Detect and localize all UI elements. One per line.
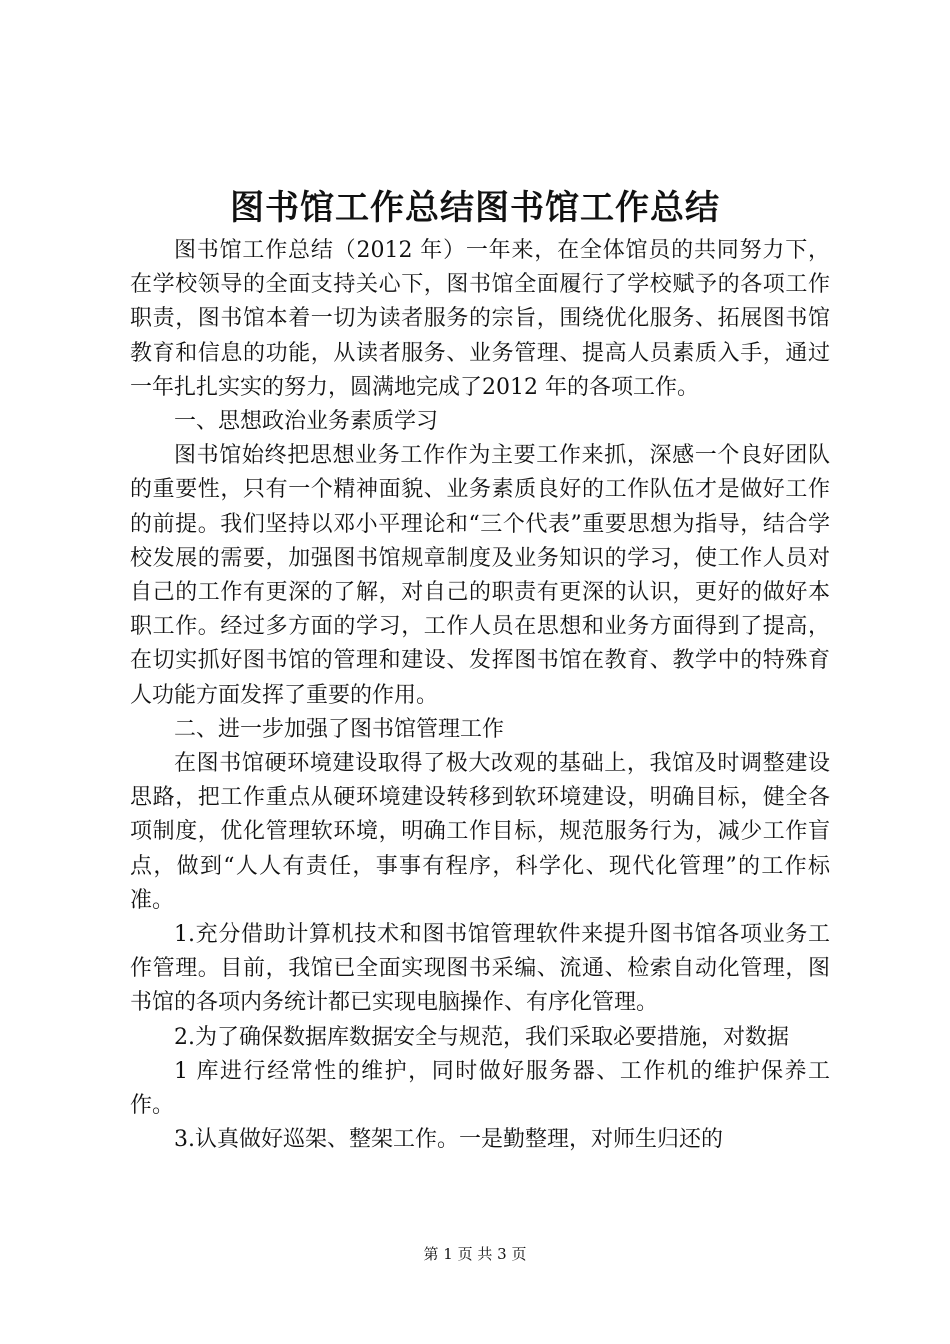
section-heading-1: 一、思想政治业务素质学习: [174, 409, 439, 435]
document-body: [130, 234, 830, 1157]
list-item-1: 1.充分借助计算机技术和图书馆管理软件来提升图书馆各项业务工作管理。目前，我馆已全面实现图书采编、流通、检索自动化管理，图书馆的各项内务统计都已实现电脑操作、有序化管理。: [130, 922, 830, 1016]
list-item-2: 2.为了确保数据库数据安全与规范，我们采取必要措施，对数据: [174, 1024, 789, 1050]
section-heading-2: 二、进一步加强了图书馆管理工作: [174, 716, 505, 742]
list-item-3: 3.认真做好巡架、整架工作。一是勤整理，对师生归还的: [174, 1127, 723, 1153]
paragraph-section-2: 在图书馆硬环境建设取得了极大改观的基础上，我馆及时调整建设思路，把工作重点从硬环境建设转移到软环境建设，明确目标，健全各项制度，优化管理软环境，明确工作目标，规范服务行为，减少工作盲点，做到“人人有责任，事事有程序，科学化、现代化管理”的工作标准。: [130, 751, 830, 913]
paragraph-section-1: 图书馆始终把思想业务工作作为主要工作来抓，深感一个良好团队的重要性，只有一个精神面貌、业务素质良好的工作队伍才是做好工作的前提。我们坚持以邓小平理论和“三个代表”重要思想为指导，结合学校发展的需要，加强图书馆规章制度及业务知识的学习，使工作人员对自己的工作有更深的了解，对自己的职责有更深的认识，更好的做好本职工作。经过多方面的学习，工作人员在思想和业务方面得到了提高，在切实抓好图书馆的管理和建设、发挥图书馆在教育、教学中的特殊育人功能方面发挥了重要的作用。: [130, 443, 830, 708]
list-item-2-continued: 1 库进行经常性的维护，同时做好服务器、工作机的维护保养工作。: [130, 1058, 830, 1119]
paragraph-intro: 图书馆工作总结（2012 年）一年来，在全体馆员的共同努力下，在学校领导的全面支持关心下，图书馆全面履行了学校赋予的各项工作职责，图书馆本着一切为读者服务的宗旨，围绕优化服务、拓展图书馆教育和信息的功能，从读者服务、业务管理、提高人员素质入手，通过一年扎扎实实的努力，圆满地完成了2012 年的各项工作。: [130, 238, 830, 400]
document-title: 图书馆工作总结图书馆工作总结: [230, 188, 720, 228]
page-footer: 第 1 页 共 3 页: [423, 1245, 527, 1263]
